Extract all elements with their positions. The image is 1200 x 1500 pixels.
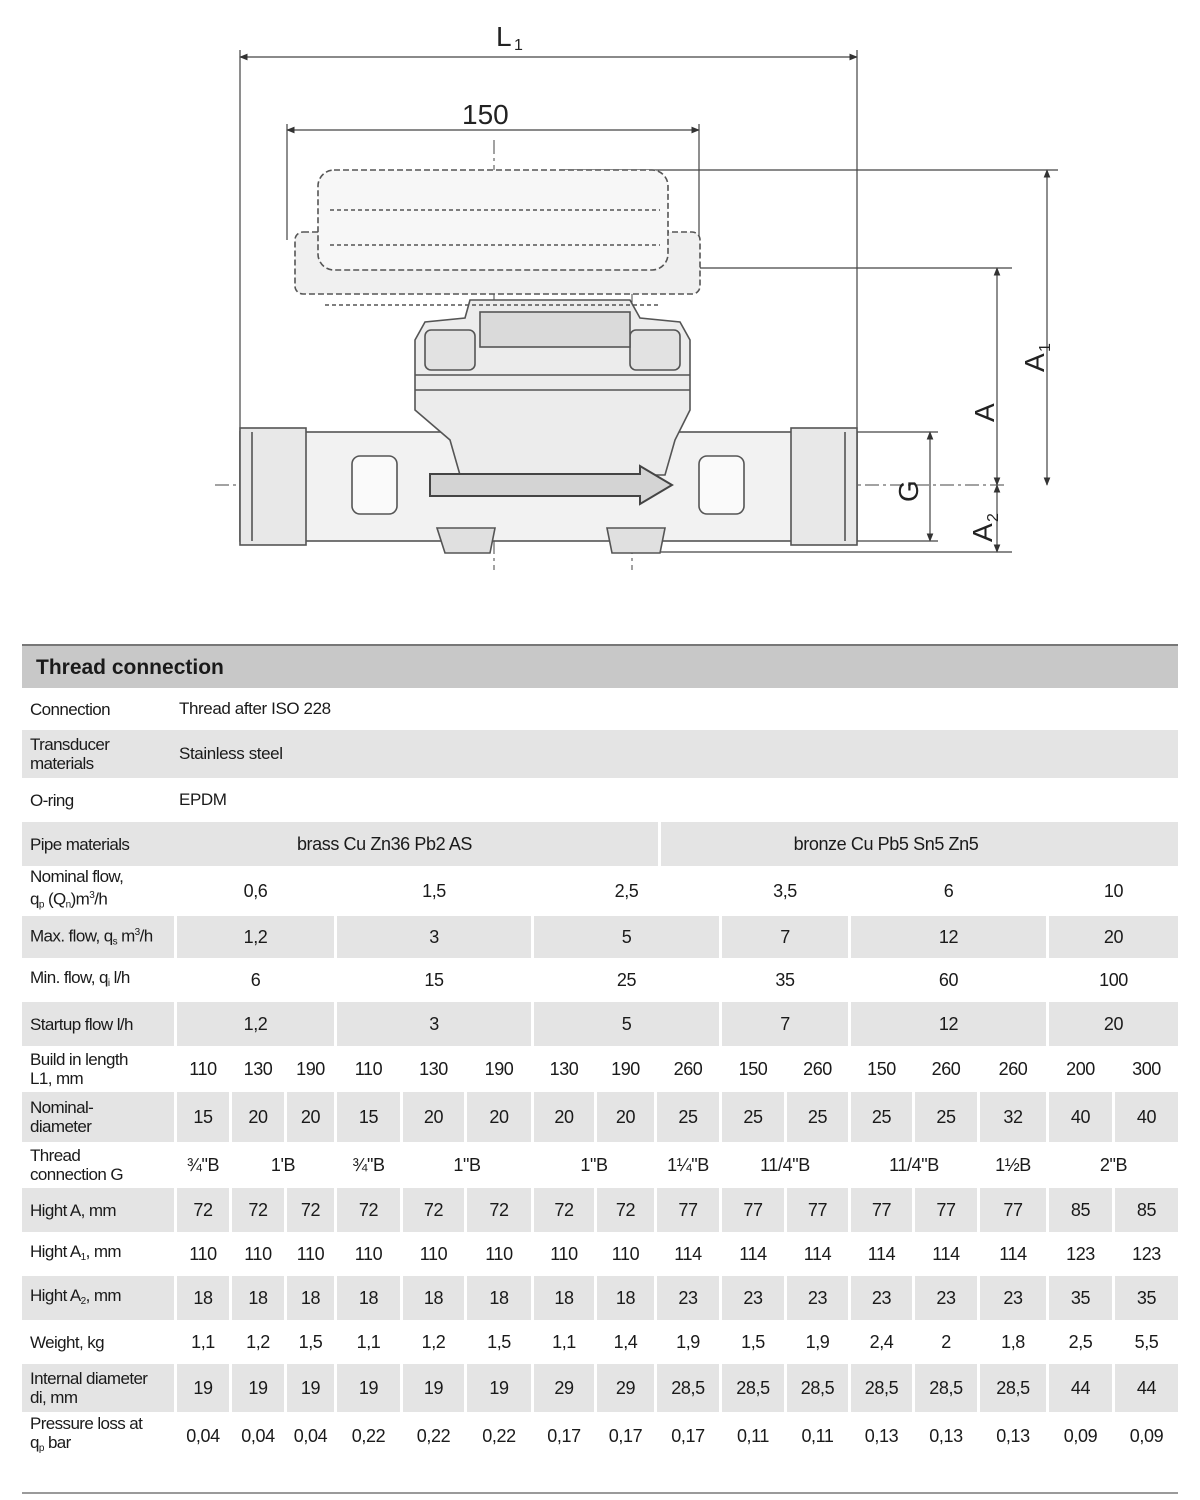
table-cell: 2,5 xyxy=(1068,1331,1093,1352)
table-cell: 44 xyxy=(1115,1364,1178,1412)
table-cell: 110 xyxy=(550,1243,578,1264)
table-cell: 2"B xyxy=(1099,1154,1128,1175)
table-cell: 18 xyxy=(337,1276,400,1320)
table-cell: 19 xyxy=(287,1364,334,1412)
table-cell: 260 xyxy=(998,1058,1028,1079)
l1-label: L xyxy=(496,21,512,52)
table-cell: 0,22 xyxy=(482,1425,516,1446)
table-cell: 130 xyxy=(243,1058,273,1079)
table-cell: 25 xyxy=(915,1092,977,1142)
svg-text:2: 2 xyxy=(985,513,1002,522)
row-label: Connection xyxy=(30,699,111,719)
table-cell: 23 xyxy=(787,1276,848,1320)
table-cell: 1,8 xyxy=(1001,1331,1025,1352)
row-label: O-ring xyxy=(30,790,74,810)
table-cell: 25 xyxy=(722,1092,784,1142)
bronze-material: bronze Cu Pb5 Sn5 Zn5 xyxy=(793,833,979,854)
build-length-row xyxy=(22,1046,1178,1092)
table-cell: 3,5 xyxy=(773,880,797,901)
g-label: G xyxy=(893,480,924,502)
table-cell: 114 xyxy=(867,1243,896,1264)
table-cell: 110 xyxy=(419,1243,448,1264)
a-label: A xyxy=(969,403,1000,422)
brass-material: brass Cu Zn36 Pb2 AS xyxy=(296,833,473,854)
table-cell: 1,2 xyxy=(246,1331,270,1352)
table-cell: 114 xyxy=(674,1243,702,1264)
table-cell: 114 xyxy=(739,1243,767,1264)
table-cell: 150 xyxy=(738,1058,768,1079)
table-cell: 3 xyxy=(337,1002,531,1046)
hight-a2-row xyxy=(22,1276,1178,1320)
svg-text:1: 1 xyxy=(1037,343,1054,352)
table-cell: 110 xyxy=(296,1243,325,1264)
table-cell: 15 xyxy=(177,1092,229,1142)
table-cell: 44 xyxy=(1049,1364,1112,1412)
water-meter-body xyxy=(240,170,857,553)
table-cell: 7 xyxy=(722,1002,848,1046)
table-cell: 100 xyxy=(1099,969,1128,990)
table-cell: 25 xyxy=(787,1092,848,1142)
row-label: Startup flow l/h xyxy=(30,1014,133,1034)
table-cell: 15 xyxy=(424,969,444,990)
row-label: Hight $A_1$, mm xyxy=(30,1241,121,1263)
table-cell: 0,17 xyxy=(547,1425,581,1446)
table-cell: 23 xyxy=(722,1276,784,1320)
table-cell: 0,6 xyxy=(243,880,268,901)
table-cell: 0,22 xyxy=(416,1425,451,1446)
table-cell: 12 xyxy=(851,916,1046,958)
nominal-flow-row xyxy=(22,866,1178,916)
row-label: Pipe materials xyxy=(30,834,130,854)
table-cell: 35 xyxy=(1115,1276,1178,1320)
table-cell: 28,5 xyxy=(657,1364,719,1412)
table-cell: 190 xyxy=(296,1058,325,1079)
table-cell: 260 xyxy=(931,1058,961,1079)
table-cell: 1"B xyxy=(580,1154,608,1175)
table-cell: 77 xyxy=(980,1188,1046,1232)
row-label: Thread connection G xyxy=(30,1146,123,1184)
table-cell: 35 xyxy=(775,969,795,990)
table-cell: 20 xyxy=(467,1092,531,1142)
table-cell: 0,11 xyxy=(801,1425,834,1446)
svg-text:1: 1 xyxy=(514,37,523,54)
table-cell: ¾"B xyxy=(186,1154,220,1175)
table-cell: 12 xyxy=(851,1002,1046,1046)
table-cell: 23 xyxy=(657,1276,719,1320)
row-label: Build in length L1, mm xyxy=(30,1050,128,1088)
table-cell: 123 xyxy=(1066,1243,1095,1264)
table-cell: 28,5 xyxy=(787,1364,848,1412)
bottom-rule xyxy=(22,1492,1178,1494)
table-cell: 32 xyxy=(980,1092,1046,1142)
table-cell: 1,1 xyxy=(552,1331,576,1352)
table-cell: 28,5 xyxy=(851,1364,912,1412)
table-cell: 1,1 xyxy=(356,1331,381,1352)
width-150-label: 150 xyxy=(462,99,509,130)
table-cell: 7 xyxy=(722,916,848,958)
row-label: Transducer materials xyxy=(30,735,110,773)
row-label: Internal diameter di, mm xyxy=(30,1369,148,1407)
table-cell: 18 xyxy=(287,1276,334,1320)
table-cell: 77 xyxy=(657,1188,719,1232)
table-cell: 110 xyxy=(611,1243,640,1264)
table-cell: 29 xyxy=(534,1364,594,1412)
table-cell: 77 xyxy=(915,1188,977,1232)
row-label: Nominal- diameter xyxy=(30,1098,94,1136)
table-cell: 85 xyxy=(1049,1188,1112,1232)
weight-row xyxy=(22,1320,1178,1364)
table-cell: 0,09 xyxy=(1129,1425,1164,1446)
table-cell: 1"B xyxy=(453,1154,481,1175)
table-cell: 19 xyxy=(177,1364,229,1412)
table-cell: 19 xyxy=(403,1364,464,1412)
table-cell: 23 xyxy=(915,1276,977,1320)
table-cell: 72 xyxy=(177,1188,229,1232)
table-cell: 28,5 xyxy=(915,1364,977,1412)
table-cell: 0,04 xyxy=(293,1425,328,1446)
table-cell: 0,04 xyxy=(186,1425,220,1446)
hight-a-row xyxy=(22,1188,1178,1232)
table-cell: 20 xyxy=(403,1092,464,1142)
table-cell: 1,5 xyxy=(487,1331,511,1352)
table-cell: 0,17 xyxy=(608,1425,643,1446)
table-cell: 40 xyxy=(1049,1092,1112,1142)
table-cell: 114 xyxy=(803,1243,832,1264)
table-cell: 18 xyxy=(534,1276,594,1320)
table-cell: ¾"B xyxy=(352,1154,385,1175)
table-cell: 72 xyxy=(597,1188,654,1232)
table-cell: 25 xyxy=(616,969,637,990)
table-cell: 19 xyxy=(232,1364,284,1412)
table-cell: 10 xyxy=(1103,880,1124,901)
table-title: Thread connection xyxy=(22,644,1178,688)
table-cell: 1¼"B xyxy=(667,1154,709,1175)
table-cell: 1,2 xyxy=(177,916,334,958)
table-cell: 23 xyxy=(980,1276,1046,1320)
table-cell: 5 xyxy=(534,1002,719,1046)
table-cell: 72 xyxy=(403,1188,464,1232)
table-cell: 2 xyxy=(941,1331,951,1352)
table-cell: 0,13 xyxy=(864,1425,899,1446)
pressure-loss-row xyxy=(22,1412,1178,1460)
table-cell: 300 xyxy=(1132,1058,1161,1079)
oring-row xyxy=(22,778,1178,822)
table-cell: 85 xyxy=(1115,1188,1178,1232)
thread-g-row xyxy=(22,1142,1178,1188)
table-cell: 1,9 xyxy=(805,1331,830,1352)
row-value: EPDM xyxy=(179,790,227,809)
table-cell: 20 xyxy=(1049,1002,1178,1046)
table-cell: 18 xyxy=(177,1276,229,1320)
meter-dimension-drawing xyxy=(0,0,1200,600)
table-cell: 0,04 xyxy=(241,1425,275,1446)
table-cell: 28,5 xyxy=(722,1364,784,1412)
table-cell: 190 xyxy=(611,1058,640,1079)
table-cell: 29 xyxy=(597,1364,654,1412)
table-cell: 1,5 xyxy=(298,1331,323,1352)
table-cell: 1,4 xyxy=(613,1331,638,1352)
table-cell: 72 xyxy=(467,1188,531,1232)
table-cell: 18 xyxy=(597,1276,654,1320)
table-cell: 20 xyxy=(597,1092,654,1142)
table-cell: 0,13 xyxy=(929,1425,963,1446)
table-cell: 11/4"B xyxy=(889,1154,939,1175)
table-cell: 110 xyxy=(485,1243,513,1264)
table-cell: 1,5 xyxy=(422,880,446,901)
a1-label: A xyxy=(1019,353,1050,372)
table-cell: 110 xyxy=(189,1058,217,1079)
row-label: Pressure loss at $q_p$ bar xyxy=(30,1414,143,1454)
table-cell: 77 xyxy=(851,1188,912,1232)
connection-row xyxy=(22,688,1178,730)
table-cell: 5,5 xyxy=(1134,1331,1159,1352)
table-cell: 123 xyxy=(1132,1243,1161,1264)
table-cell: 260 xyxy=(803,1058,832,1079)
table-cell: 5 xyxy=(534,916,719,958)
table-cell: 1,9 xyxy=(676,1331,700,1352)
table-cell: 19 xyxy=(337,1364,400,1412)
table-cell: 72 xyxy=(287,1188,334,1232)
table-cell: 2,5 xyxy=(614,880,639,901)
transducer-row xyxy=(22,730,1178,778)
table-cell: 1½B xyxy=(995,1154,1031,1175)
table-cell: 1,2 xyxy=(421,1331,446,1352)
table-cell: 72 xyxy=(534,1188,594,1232)
nominal-diameter-row xyxy=(22,1092,1178,1142)
table-cell: 200 xyxy=(1066,1058,1095,1079)
table-cell: 0,11 xyxy=(736,1425,770,1446)
table-cell: 19 xyxy=(467,1364,531,1412)
max-flow-row xyxy=(22,916,1178,958)
table-cell: 260 xyxy=(673,1058,703,1079)
row-value: Stainless steel xyxy=(179,744,283,763)
table-cell: 40 xyxy=(1115,1092,1178,1142)
table-cell: 77 xyxy=(722,1188,784,1232)
startup-flow-row xyxy=(22,1002,1178,1046)
row-label: Hight $A_2$, mm xyxy=(30,1285,121,1307)
table-cell: 72 xyxy=(232,1188,284,1232)
table-cell: 20 xyxy=(534,1092,594,1142)
table-cell: 110 xyxy=(244,1243,272,1264)
table-cell: 114 xyxy=(999,1243,1027,1264)
table-cell: 20 xyxy=(287,1092,334,1142)
table-cell: 3 xyxy=(337,916,531,958)
table-cell: 0,09 xyxy=(1063,1425,1098,1446)
table-cell: 18 xyxy=(232,1276,284,1320)
pipe-materials-row xyxy=(22,822,1178,866)
table-cell: 110 xyxy=(189,1243,217,1264)
table-cell: 77 xyxy=(787,1188,848,1232)
row-label: Nominal flow, $q_p$ $(Q_n)m^3/h$ xyxy=(30,867,124,911)
table-cell: 28,5 xyxy=(980,1364,1046,1412)
table-cell: 0,17 xyxy=(671,1425,705,1446)
row-value: Thread after ISO 228 xyxy=(179,699,331,718)
table-cell: 35 xyxy=(1049,1276,1112,1320)
table-cell: 130 xyxy=(549,1058,579,1079)
table-cell: 130 xyxy=(419,1058,448,1079)
table-cell: 110 xyxy=(354,1058,383,1079)
row-label: Max. flow, $q_s$ $m^3/h$ xyxy=(30,926,153,948)
row-label: Min. flow, $q_i$ l/h xyxy=(30,967,130,989)
table-cell: 72 xyxy=(337,1188,400,1232)
table-cell: 15 xyxy=(337,1092,400,1142)
table-cell: 20 xyxy=(232,1092,284,1142)
table-cell: 1,5 xyxy=(741,1331,765,1352)
table-cell: 114 xyxy=(932,1243,960,1264)
table-cell: 190 xyxy=(484,1058,514,1079)
table-cell: 6 xyxy=(250,969,261,990)
table-cell: 110 xyxy=(354,1243,383,1264)
a2-label: A xyxy=(967,523,998,542)
table-cell: 20 xyxy=(1049,916,1178,958)
table-cell: 1'B xyxy=(270,1154,296,1175)
table-cell: 0,22 xyxy=(351,1425,386,1446)
table-cell: 1,2 xyxy=(177,1002,334,1046)
table-cell: 1,1 xyxy=(191,1331,215,1352)
row-label: Weight, kg xyxy=(30,1332,105,1352)
table-cell: 150 xyxy=(867,1058,896,1079)
table-cell: 25 xyxy=(851,1092,912,1142)
table-cell: 6 xyxy=(943,880,954,901)
table-cell: 2,4 xyxy=(869,1331,894,1352)
internal-diameter-row xyxy=(22,1364,1178,1412)
row-label: Hight A, mm xyxy=(30,1200,116,1220)
thread-connection-table xyxy=(22,644,1178,1460)
table-cell: 18 xyxy=(403,1276,464,1320)
table-cell: 18 xyxy=(467,1276,531,1320)
table-cell: 0,13 xyxy=(996,1425,1030,1446)
table-cell: 25 xyxy=(657,1092,719,1142)
table-cell: 23 xyxy=(851,1276,912,1320)
table-cell: 60 xyxy=(938,969,959,990)
min-flow-row xyxy=(22,958,1178,1002)
table-cell: 11/4"B xyxy=(760,1154,810,1175)
hight-a1-row xyxy=(22,1232,1178,1276)
